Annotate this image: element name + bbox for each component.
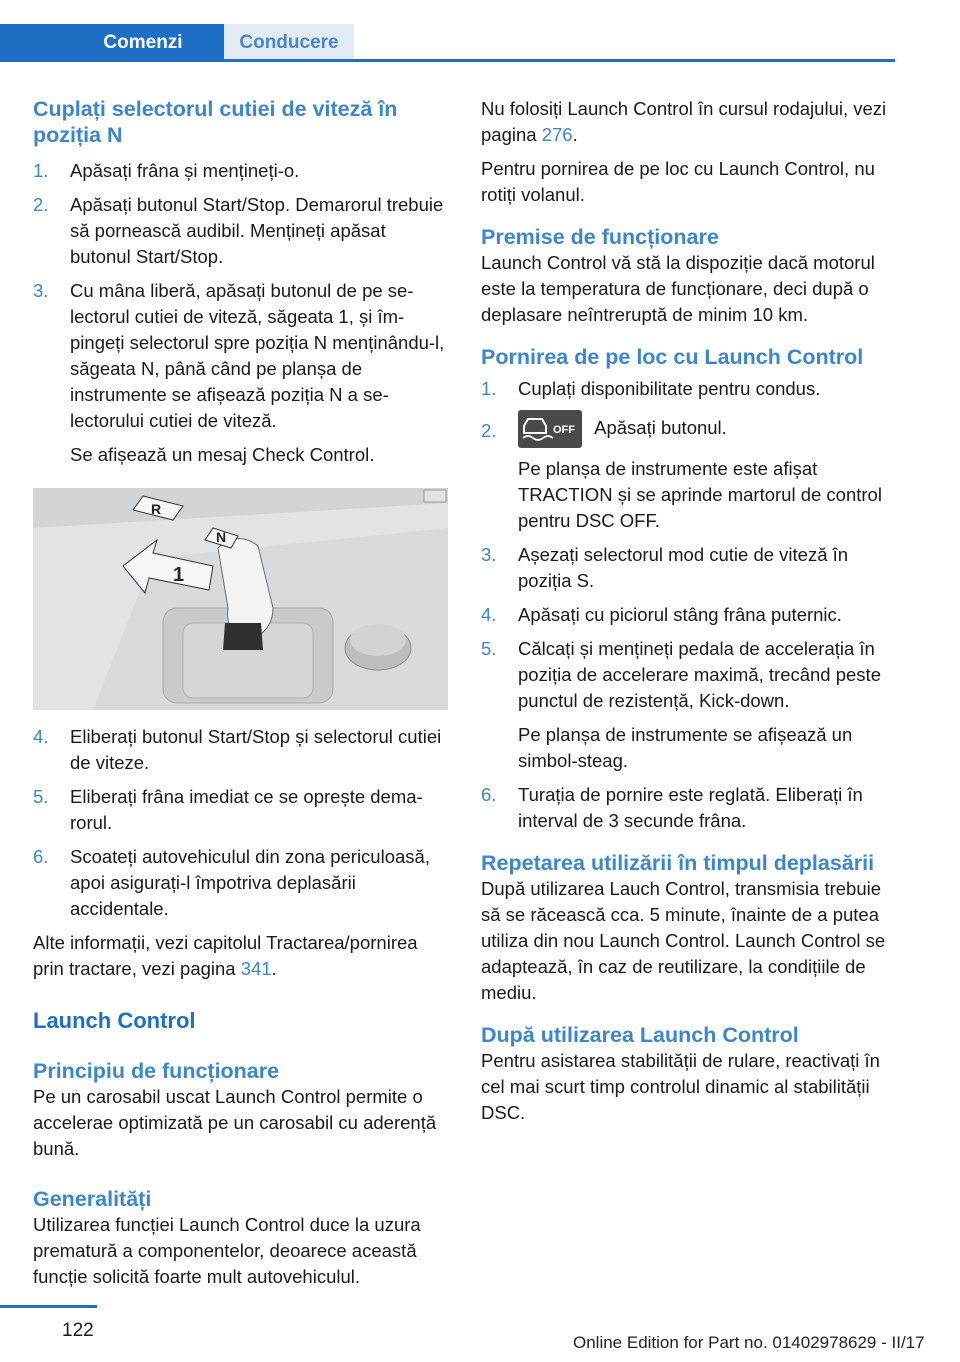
list-item (33, 158, 448, 184)
dsc-off-icon (518, 410, 582, 448)
list-item (481, 542, 897, 594)
step-number: 1. (481, 378, 497, 399)
intro-end: . (572, 124, 578, 145)
arrow-label-1: 1 (173, 564, 185, 586)
start-steps-list (481, 376, 897, 834)
step-number: 1. (33, 160, 49, 181)
step-number: 6. (481, 784, 497, 805)
intro-paragraph-1 (481, 96, 897, 148)
step-number: 3. (481, 544, 497, 565)
step-text: Așezați selectorul mod cutie de viteză în poziția S. (518, 544, 849, 591)
step-subtext: Pe planșa de instrumente se afișează un simbol-steag. (518, 724, 853, 771)
more-info-paragraph (33, 930, 448, 982)
start-title: Pornirea de pe loc cu Launch Control (481, 345, 864, 369)
list-item (33, 784, 448, 836)
steps-list-a (33, 158, 448, 468)
step-text: Scoateți autovehiculul din zona periculoasă, apoi asigurați-l împotriva deplasării accidentale. (70, 846, 430, 919)
more-info-text: Alte informații, vezi capitolul Tractarea/pornirea prin tractare, vezi pagina (33, 932, 418, 979)
step-number: 3. (33, 280, 49, 301)
list-item (481, 602, 897, 628)
header-bar (0, 0, 895, 62)
dsc-off-icon-label: OFF (553, 424, 575, 436)
step-text: Apăsați cu piciorul stâng frâna puternic. (518, 604, 842, 625)
step-text: Apăsați butonul. (594, 416, 727, 438)
edition-footer: Online Edition for Part no. 01402978629 - II/17 (573, 1333, 925, 1352)
step-number: 5. (481, 638, 497, 659)
premise-title: Premise de funcționare (481, 225, 719, 249)
step-number: 6. (33, 846, 49, 867)
list-item (481, 376, 897, 402)
list-item (33, 724, 448, 776)
list-item (33, 278, 448, 468)
gear-selector-illustration (33, 488, 448, 710)
more-info-end: . (271, 958, 277, 979)
step-number: 4. (481, 604, 497, 625)
step-subtext: Pe planșa de instrumente este afișat TRACTION și se aprinde martorul de control pentru DSC OFF. (518, 458, 882, 531)
tab-conducere[interactable]: Conducere (224, 24, 354, 62)
general-title: Generalități (33, 1187, 152, 1211)
arrow-label-n: N (216, 529, 227, 545)
intro-text: Nu folosiți Launch Control în cursul rodajului, vezi pagina (481, 98, 887, 145)
general-text: Utilizarea funcției Launch Control duce la uzura prematură a componentelor, deoarece această funcție solicită foarte mult autovehiculul. (33, 1214, 421, 1287)
list-item (33, 192, 448, 270)
principle-text: Pe un carosabil uscat Launch Control permite o accelerae optimizată pe un carosabil cu aderență bună. (33, 1086, 437, 1159)
intro-paragraph-2: Pentru pornirea de pe loc cu Launch Control, nu rotiți volanul. (481, 158, 875, 205)
page-link-341[interactable]: 341 (240, 958, 272, 979)
premise-text: Launch Control vă stă la dispoziție dacă motorul este la temperatura de funcționare, deci după o deplasare neîntreruptă de minim 10 km. (481, 252, 875, 325)
list-item (481, 636, 897, 774)
tab-comenzi[interactable]: Comenzi (0, 24, 224, 62)
step-subtext: Se afișează un mesaj Check Control. (70, 444, 375, 465)
step-text: Eliberați butonul Start/Stop și selectorul cutiei de viteze. (70, 726, 442, 773)
repeat-title: Repetarea utilizării în timpul deplasării (481, 851, 875, 875)
step-number: 4. (33, 726, 49, 747)
principle-title: Principiu de funcționare (33, 1059, 280, 1083)
right-column (481, 96, 897, 1126)
page-number: 122 (62, 1320, 94, 1341)
list-item (481, 410, 897, 534)
step-text: Eliberați frâna imediat ce se oprește demarorul. (70, 786, 423, 833)
steps-list-b (33, 724, 448, 922)
list-item (33, 844, 448, 922)
section-title-neutral: Cuplați selectorul cutiei de viteză în poziția N (33, 97, 398, 147)
step-with-icon (518, 410, 897, 448)
header-divider (0, 59, 895, 62)
step-number: 5. (33, 786, 49, 807)
step-text: Turația de pornire este reglată. Eliberați în interval de 3 secunde frâna. (518, 784, 863, 831)
step-number: 2. (481, 420, 497, 441)
launch-control-title: Launch Control (33, 1008, 196, 1033)
footer-divider (0, 1305, 97, 1308)
page-link-276[interactable]: 276 (541, 124, 573, 145)
after-title: După utilizarea Launch Control (481, 1023, 799, 1047)
list-item (481, 782, 897, 834)
step-number: 2. (33, 194, 49, 215)
repeat-text: După utilizarea Lauch Control, transmisia trebuie să se răcească cca. 5 minute, înainte de a putea utiliza din nou Launch Control. Launch Control se adaptează, în caz de reutilizare, la condițiile de mediu. (481, 878, 886, 1003)
step-text: Cu mâna liberă, apăsați butonul de pe selectorul cutiei de viteză, săgeata 1, și împingeți selectorul spre poziția N menținându-l, săgeata N, până când pe planșa de instrumente se afișează poziția N a selectorului cutiei de viteză. (70, 280, 445, 431)
step-text: Apăsați butonul Start/Stop. Demarorul trebuie să pornească audibil. Mențineți apăsat butonul Start/Stop. (70, 194, 444, 267)
left-column (33, 96, 448, 1290)
after-text: Pentru asistarea stabilității de rulare, reactivați în cel mai scurt timp controlul dinamic al stabilității DSC. (481, 1050, 880, 1123)
gear-selector-photo (33, 488, 448, 710)
arrow-label-r: R (151, 501, 162, 517)
step-text: Cuplați disponibilitate pentru condus. (518, 378, 821, 399)
step-text: Călcați și mențineți pedala de accelerația în poziția de accelerare maximă, trecând peste punctul de rezistență, Kick-down. (518, 638, 881, 711)
step-text: Apăsați frâna și mențineți-o. (70, 160, 300, 181)
